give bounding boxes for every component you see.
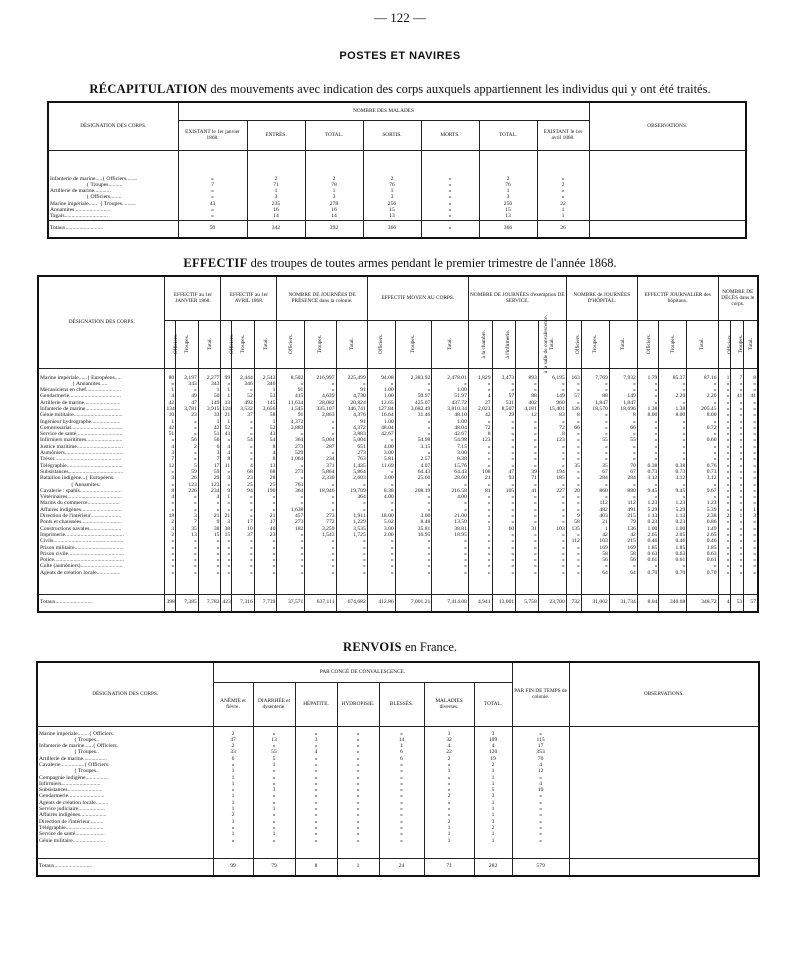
t2-total: 4,941 [468, 594, 492, 612]
t1-total: 366 [363, 220, 421, 238]
t2-sub: Troupes. [176, 320, 199, 368]
t2-col: 8 » » 41 » » » » » » » » » » » » » » » » » 1 3 » » » » » » » » » [744, 368, 758, 594]
t3-total: 79 [253, 858, 295, 876]
effectif-table [37, 275, 759, 613]
t2-h-group: NOMBRE DE JOURNÉES d'exemption DE SERVICE. [468, 276, 566, 320]
t2-h-group: EFFECTIF JOURNALIER des hôpitaux. [637, 276, 718, 320]
t2-sub: Total. [538, 320, 566, 368]
t2-sub: Troupes. [659, 320, 687, 368]
t2-total: 7,385 [176, 594, 199, 612]
t1-col: 2 78 1 3 278 16 14 [305, 150, 363, 220]
t2-total: 412.86 [367, 594, 395, 612]
t3-col: » » » » » » » » » » » » » » » » » » [337, 726, 379, 858]
t2-h-group: EFFECTIF MOYEN AU CORPS. [367, 276, 468, 320]
t2-col: 2,197 343 » 49 47 3,781 23 » » » 56 2 » » 5 59 26 123 226 » » » 3 7 35 13 » » » » » » [176, 368, 199, 594]
t3-h-col: ANÉMIE et fièvre. [213, 682, 253, 726]
t2-total: 637,111 [305, 594, 336, 612]
t2-heading: EFFECTIF des troupes de toutes armes pendant le premier trimestre de l'année 1868. [183, 256, 617, 270]
t2-total: 5,758 [516, 594, 539, 612]
t2-sub: Total. [687, 320, 718, 368]
t2-col: 893 » » 88 402 4,181 12 » » » » » » » » 39 71 » 41 » » » » » 31 » » » » » » » [516, 368, 539, 594]
t1-h-obs: OBSERVATIONS. [589, 102, 746, 150]
t3-total: 24 [379, 858, 424, 876]
page-number: — 122 — [374, 10, 426, 25]
t2-col: 8,502 » 91 415 11,634 1,545 91 4,372 3,883 » 364 273 529 1,064 » 273 » 763 364 » » 1,638 457 273 182 » » » » » » » [277, 368, 305, 594]
t2-col: 1.79 » » » » 1.38 8.00 » » » » » » » 0.38 0.73 3.12 » 9.45 » 1.23 5.29 1.13 0.23 1.00 2.65 0.46 1.85 0.63 0.61 » 0.70 [637, 368, 659, 594]
t2-sub: Total. [254, 320, 277, 368]
t3-total-obs [569, 858, 759, 876]
t3-total: 579 [512, 858, 569, 876]
t3-col: » 14 1 6 6 » » » » » » » » » » » » » [379, 726, 424, 858]
t2-sub: Troupes. [232, 320, 255, 368]
t3-h-fin: PAR FIN DE TEMPS de colonie. [512, 662, 569, 726]
t2-total: 7,414.08 [432, 594, 469, 612]
t2-total: 37,571 [277, 594, 305, 612]
t2-col: 94.08 » 1.00 1.00 12.65 127.84 16.64 1.00 48.04 42.67 » 4.00 3.00 5.81 11.69 » 3.00 » 8.38 4.00 » » 18.00 5.02 3.00 2.00 » » » » » » [367, 368, 395, 594]
t2-total: 7,739 [254, 594, 277, 612]
t1-h-col: EXISTANT le 1er janvier 1868. [178, 120, 247, 150]
t2-col: 216,997 » » 4,639 28,082 335,107 2,863 » » » 5,004 287 » 234 371 5,864 2,330 » 18,946 » » » 273 772 3,259 1,543 » » » » » » [305, 368, 336, 594]
t2-total: 57 [744, 594, 758, 612]
t2-col: 99 » 1 1 13 124 21 1 52 43 » 4 4 8 11 » 3 » 9 1 » » 21 3 38 15 » » » » » » [221, 368, 232, 594]
t2-labels: Marine impériale......{ Européens..... { Annamites..... Mécaniciens en chef......................... Gendarmerie..................................... Artillerie de marine.......................... Infanterie de marine......................... Génie militaire................................... Ingénieur hydrographe..................... Commissariat..................................... Service de santé................................. Infirmiers maritimes.......................... Justice maritime................................. Aumôniers.......................................... Trésor................................................ Télégraphie........................................ Subsistances....................................... Bataillon indigène...{ Européens. { Annamites. Cavalerie : spahis.............................. Vétérinaires....................................... Marins du commerce....................... Affaires indigènes............................. Direction de l'intérieur...................... Ponts et chaussées............................. Constructions navales....................... Imprimerie.......................................... Civils.................................................. Prison militaire................................... Prison civile........................................ Police.................................................. Culte (aumôniers).............................. Agents de création locale................. [38, 368, 165, 594]
t2-total: 7,001.21 [395, 594, 432, 612]
t2-total: 31,734 [609, 594, 637, 612]
t2-total: 7,783 [198, 594, 221, 612]
t3-col: 1 32 4 22 2 » 1 » » » 2 » » » 2 1 1 1 [424, 726, 474, 858]
t2-sub: à la chambre. [468, 320, 492, 368]
t3-h-col: HÉPATITE. [295, 682, 337, 726]
t1-h-col: MORTS. [421, 120, 479, 150]
t2-sub: Troupes. [581, 320, 609, 368]
t2-col: 2,444 346 » 52 492 3,532 37 » » » 54 » » » 4 68 23 25 94 » » » » 17 10 37 » » » » » » [232, 368, 255, 594]
t1-total: 342 [247, 220, 305, 238]
t1-h-col: TOTAL. [479, 120, 537, 150]
t2-sub: Troupes. [395, 320, 432, 368]
t3-h-col: BLESSÉS. [379, 682, 424, 726]
t2-total: 8.04 [637, 594, 659, 612]
t2-sub: Total. [198, 320, 221, 368]
t2-sub: Troupes. [731, 320, 744, 368]
t2-col: 2,277 343 1 50 149 3,915 33 1 42 51 56 6 3 7 17 59 29 123 234 4 » » 21 9 38 15 » » » » » » [198, 368, 221, 594]
t2-sub: à l'infirmerie. [492, 320, 516, 368]
t1-col: 2 76 1 3 256 15 13 [479, 150, 537, 220]
t3-col: 3 109 4 120 19 2 1 1 1 5 3 1 1 1 3 2 1 1 [474, 726, 512, 858]
t1-total: 392 [305, 220, 363, 238]
t2-col: 87.16 » » 2.20 » 205.45 8.00 » 0.72 » 0.60 » » » 0.76 0.73 3.12 » 9.67 » 1.23 5.39 2.38 0.86 1.49 2.65 0.46 1.85 0.63 0.61 » 0.70 [687, 368, 718, 594]
t1-col: 2 76 1 3 256 15 13 [363, 150, 421, 220]
t2-col: 85.37 » » 2.20 » 1.38 8.00 » » » » » » » 0.38 0.73 3.12 » 9.45 » 1.23 5.29 1.13 0.23 1.00 2.05 0.46 1.85 0.63 0.61 » 0.70 [659, 368, 687, 594]
t3-total-label: Totaux........................... [37, 858, 213, 876]
t3-total: 99 [213, 858, 253, 876]
t2-sub: Officiers. [566, 320, 581, 368]
t3-obs-cell [569, 726, 759, 858]
t1-col: » 7 » » 43 » » [178, 150, 247, 220]
t1-h-col: ENTRÉS. [247, 120, 305, 150]
t2-total: 423 [221, 594, 232, 612]
t3-heading: RENVOIS en France. [343, 640, 457, 654]
t3-col: » 3 » 4 » » » » » » » » » » » » » » [295, 726, 337, 858]
t2-col: 7,932 » » 149 1,847 18,696 8 » 66 » 55 » » » 70 67 284 » 880 » 112 491 215 79 136 42 215 169 58 56 » 64 [609, 368, 637, 594]
t2-total: 23,700 [538, 594, 566, 612]
t2-h-desig: DÉSIGNATION DES CORPS. [38, 276, 165, 368]
t1-h-col: EXISTANT le 1er avril 1868. [537, 120, 589, 150]
t3-total: 1 [337, 858, 379, 876]
t2-h-group: NOMBRE de JOURNÉES D'HÔPITAL. [566, 276, 637, 320]
t3-h-desig: DÉSIGNATION DES CORPS. [37, 662, 213, 726]
t1-h-group: NOMBRE DES MALADES [178, 102, 589, 120]
t2-total-label: Totaux........................... [38, 594, 165, 612]
t2-sub: Officiers. [718, 320, 731, 368]
t2-sub: Troupes. [305, 320, 336, 368]
t1-col: 2 71 1 3 235 16 14 [247, 150, 305, 220]
t3-total: 8 [295, 858, 337, 876]
t1-col: » » » » » » » [421, 150, 479, 220]
t2-sub: Officiers. [637, 320, 659, 368]
t2-col: 2,543 346 1 53 145 3,656 58 1 52 43 54 8 4 8 13 68 28 25 190 » » » 21 17 40 23 » » » » » » [254, 368, 277, 594]
t3-h-col: TOTAL. [474, 682, 512, 726]
t2-sub: Total. [609, 320, 637, 368]
t2-col: 7 » » 41 » » » » » » » » » » » » » » » » » » 1 » » » » » » » » » [731, 368, 744, 594]
section-title: POSTES ET NAVIRES [339, 50, 461, 62]
t3-col: » 115 17 353 70 4 12 » 4 10 » » » » » » » » [512, 726, 569, 858]
t2-col: 2,478.01 » 1.00 51.97 437.72 3,810.34 48.10 1.00 48.04 42.67 54.98 7.15 3.00 8.38 15.76 64.43 28.60 » 216.58 4.00 » » 21.00 13.50 38.81 18.95 » » » » » » [432, 368, 469, 594]
t1-col: » 2 » » 22 1 1 [537, 150, 589, 220]
t2-total: 53 [731, 594, 744, 612]
t2-total: 348.72 [687, 594, 718, 612]
t2-col: 7,769 » » 88 1,847 18,570 » » » » 55 » » » 35 67 284 » 860 » 112 482 403 21 1 42 103 169 58 56 » 64 [581, 368, 609, 594]
t3-h-col: MALADIES diverses. [424, 682, 474, 726]
t2-col: 1 » » » » » » » » » » » » » » » » » » » » » 2 » » » » » » » » » [718, 368, 731, 594]
t2-sub: Total. [744, 320, 758, 368]
t3-h-col: HYDROPISIE. [337, 682, 379, 726]
t3-h-col: DIARRHÉE et dysenterie. [253, 682, 295, 726]
t2-col: 225,499 » 91 4,730 20,824 346,741 4,376 91 4,372 3,883 5,004 651 273 763 1,435 5,864 2,603 » 19,709 364 » » 1,911 1,229 3,535 1,725 » » » » » » [336, 368, 367, 594]
t1-total: 366 [479, 220, 537, 238]
t2-total: 7,316 [232, 594, 255, 612]
t3-labels: Marine impériale........{ Officiers. { Troupes.. Infanterie de marine......{ Officiers. { Troupes.. Artillerie de marine................. Cavalerie.................{ Officiers. { Troupes.. Compagnie indigène................. Infirmiers............................ Subsistances......................... Gendarmerie.......................... Agents de création locale......... Service judiciaire................... Affaires indigènes................... Direction de l'intérieur.......... Télégraphie........................... Service de santé..................... Génie militaire....................... [37, 726, 213, 858]
t3-h-obs: OBSERVATIONS. [569, 662, 759, 726]
recap-table [47, 101, 747, 239]
t2-total: 340.68 [659, 594, 687, 612]
t3-col: 2 47 2 33 6 » 1 1 1 » 1 1 1 2 1 » 1 » [213, 726, 253, 858]
t1-h-col: TOTAL. [305, 120, 363, 150]
t2-col: 6,195 » » 149 960 15,401 83 » 72 8 123 » » » » 194 185 » 227 » » » » » 103 » » » » » » » [538, 368, 566, 594]
t2-sub: Officiers. [221, 320, 232, 368]
t1-total: » [421, 220, 479, 238]
t1-labels: Infanterie de marine.....{ Officiers........ { Troupes.......... Artillerie de marine............ { Officiers........ Marine impériale...... { Troupes.......... Annamites.......................... Tagals............................... [48, 150, 178, 220]
t2-sub: à la salle de convalescence. [516, 320, 539, 368]
t2-sub: Total. [336, 320, 367, 368]
t2-total: 31,002 [581, 594, 609, 612]
t2-col: 2,383.92 » » 50.97 425.07 3,682.49 31.46 » » » 54.98 3.15 » 2.57 4.07 64.43 25.60 » 208.19 » » » 3.00 8.48 35.81 16.95 » » » » » » [395, 368, 432, 594]
t1-total-obs [589, 220, 746, 238]
t2-h-group: NOMBRE DE JOURNÉES DE PRÉSENCE dans la colonie. [277, 276, 367, 320]
t2-col: 3,473 » » 57 531 8,507 29 » » » » » » » » 47 93 » 105 » » » » » 60 » » » » » » » [492, 368, 516, 594]
t2-sub: Officiers. [277, 320, 305, 368]
t1-h-desig: DÉSIGNATION DES CORPS. [48, 102, 178, 150]
t2-total: 13,001 [492, 594, 516, 612]
t1-total: 26 [537, 220, 589, 238]
t1-total-label: Totaux........................... [48, 220, 178, 238]
t2-col: 163 » » 57 » 126 8 » 66 » » » » » 35 » » » 20 » » » 9 58 135 » 112 » » » » » [566, 368, 581, 594]
t2-total: 732 [566, 594, 581, 612]
t2-h-group: EFFECTIF au 1er AVRIL 1868. [221, 276, 277, 320]
t3-total: 71 [424, 858, 474, 876]
t2-total: 674,682 [336, 594, 367, 612]
t2-total: 398 [165, 594, 176, 612]
t1-heading: RÉCAPITULATION des mouvements avec indication des corps auxquels appartiennent les individus qui y ont été traités. [89, 82, 711, 96]
t2-total: 4 [718, 594, 731, 612]
renvois-table [36, 661, 760, 877]
t2-h-group: EFFECTIF au 1er JANVIER 1868. [165, 276, 221, 320]
t3-h-group: PAR CONGÉ DE CONVALESCENCE. [213, 662, 512, 682]
t1-h-col: SORTIS. [363, 120, 421, 150]
t2-col: 80 » 1 4 42 134 10 1 42 51 » 4 3 7 12 » 3 » 8 4 » » 18 2 3 2 » » » » » » [165, 368, 176, 594]
t3-col: » 13 » 55 5 1 » » » 3 » » 1 » » » 1 » [253, 726, 295, 858]
t3-total: 282 [474, 858, 512, 876]
t2-sub: Officiers. [165, 320, 176, 368]
t1-total: 50 [178, 220, 247, 238]
t2-sub: Total. [432, 320, 469, 368]
t2-col: 1,829 » » 4 27 2,023 42 » 72 8 123 » » » » 108 21 » 81 » » » » » 3 » » » » » » » [468, 368, 492, 594]
t1-obs-cell [589, 150, 746, 220]
t2-sub: Officiers. [367, 320, 395, 368]
t2-h-group: NOMBRE DE DÉCÈS dans le corps. [718, 276, 758, 320]
